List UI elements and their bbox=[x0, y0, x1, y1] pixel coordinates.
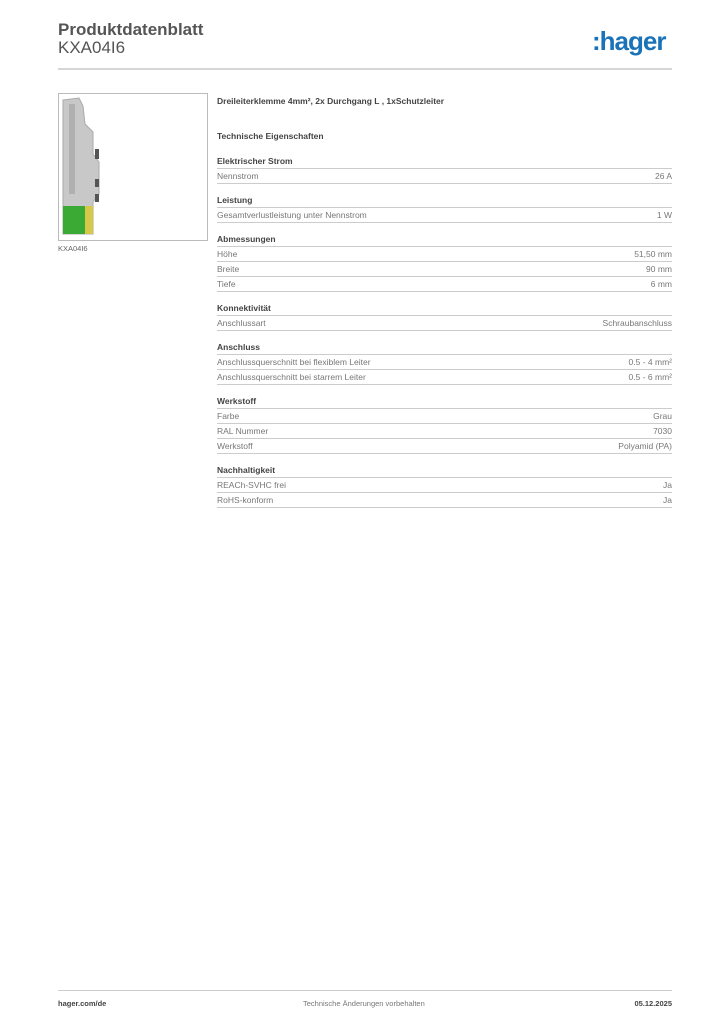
spec-row bbox=[217, 424, 672, 439]
section-title: Nachhaltigkeit bbox=[217, 463, 672, 478]
spec-row bbox=[217, 439, 672, 454]
section-title: Konnektivität bbox=[217, 301, 672, 316]
spec-label: RAL Nummer bbox=[217, 426, 269, 436]
spec-value: Ja bbox=[663, 495, 672, 505]
spec-value: Ja bbox=[663, 480, 672, 490]
spec-value: 6 mm bbox=[650, 279, 672, 289]
spec-label: Anschlussquerschnitt bei flexiblem Leiter bbox=[217, 357, 371, 367]
spec-row bbox=[217, 370, 672, 385]
spec-sections bbox=[217, 154, 672, 508]
spec-section bbox=[217, 301, 672, 331]
footer-note: Technische Änderungen vorbehalten bbox=[303, 999, 425, 1008]
footer-divider bbox=[58, 990, 672, 991]
spec-value: 51,50 mm bbox=[634, 249, 672, 259]
spec-value: 1 W bbox=[656, 210, 672, 220]
spec-label: Anschlussart bbox=[217, 318, 266, 328]
spec-row bbox=[217, 316, 672, 331]
spec-label: Breite bbox=[217, 264, 240, 274]
spec-label: RoHS-konform bbox=[217, 495, 274, 505]
spec-row bbox=[217, 262, 672, 277]
footer-date: 05.12.2025 bbox=[634, 999, 672, 1008]
spec-row bbox=[217, 409, 672, 424]
spec-section bbox=[217, 394, 672, 454]
spec-value: Grau bbox=[653, 411, 672, 421]
spec-label: Werkstoff bbox=[217, 441, 253, 451]
spec-row bbox=[217, 277, 672, 292]
page-title: Produktdatenblatt bbox=[58, 20, 204, 39]
spec-value: Schraubanschluss bbox=[602, 318, 672, 328]
spec-label: Tiefe bbox=[217, 279, 236, 289]
spec-value: 0.5 - 4 mm² bbox=[628, 357, 672, 367]
spec-row bbox=[217, 247, 672, 262]
spec-row bbox=[217, 355, 672, 370]
footer-website[interactable]: hager.com/de bbox=[58, 999, 107, 1008]
spec-section bbox=[217, 463, 672, 508]
section-title: Anschluss bbox=[217, 340, 672, 355]
spec-label: Farbe bbox=[217, 411, 240, 421]
tech-heading: Technische Eigenschaften bbox=[217, 131, 324, 141]
section-title: Elektrischer Strom bbox=[217, 154, 672, 169]
image-caption: KXA04I6 bbox=[58, 244, 88, 253]
product-image bbox=[58, 93, 208, 241]
spec-row bbox=[217, 493, 672, 508]
spec-label: Höhe bbox=[217, 249, 238, 259]
spec-label: Nennstrom bbox=[217, 171, 259, 181]
spec-value: Polyamid (PA) bbox=[618, 441, 672, 451]
spec-section bbox=[217, 340, 672, 385]
header-divider bbox=[58, 68, 672, 70]
product-description: Dreileiterklemme 4mm², 2x Durchgang L , 1xSchutzleiter bbox=[217, 96, 445, 106]
spec-value: 26 A bbox=[654, 171, 672, 181]
spec-label: REACh-SVHC frei bbox=[217, 480, 286, 490]
spec-value: 7030 bbox=[653, 426, 672, 436]
product-code: KXA04I6 bbox=[58, 38, 126, 57]
spec-label: Gesamtverlustleistung unter Nennstrom bbox=[217, 210, 367, 220]
section-title: Leistung bbox=[217, 193, 672, 208]
spec-value: 0.5 - 6 mm² bbox=[628, 372, 672, 382]
hager-logo: :hager bbox=[592, 26, 666, 56]
spec-label: Anschlussquerschnitt bei starrem Leiter bbox=[217, 372, 366, 382]
section-title: Werkstoff bbox=[217, 394, 672, 409]
spec-row bbox=[217, 169, 672, 184]
spec-content bbox=[217, 96, 672, 517]
spec-section bbox=[217, 154, 672, 184]
section-title: Abmessungen bbox=[217, 232, 672, 247]
spec-section bbox=[217, 193, 672, 223]
spec-value: 90 mm bbox=[646, 264, 672, 274]
spec-section bbox=[217, 232, 672, 292]
spec-row bbox=[217, 208, 672, 223]
spec-row bbox=[217, 478, 672, 493]
